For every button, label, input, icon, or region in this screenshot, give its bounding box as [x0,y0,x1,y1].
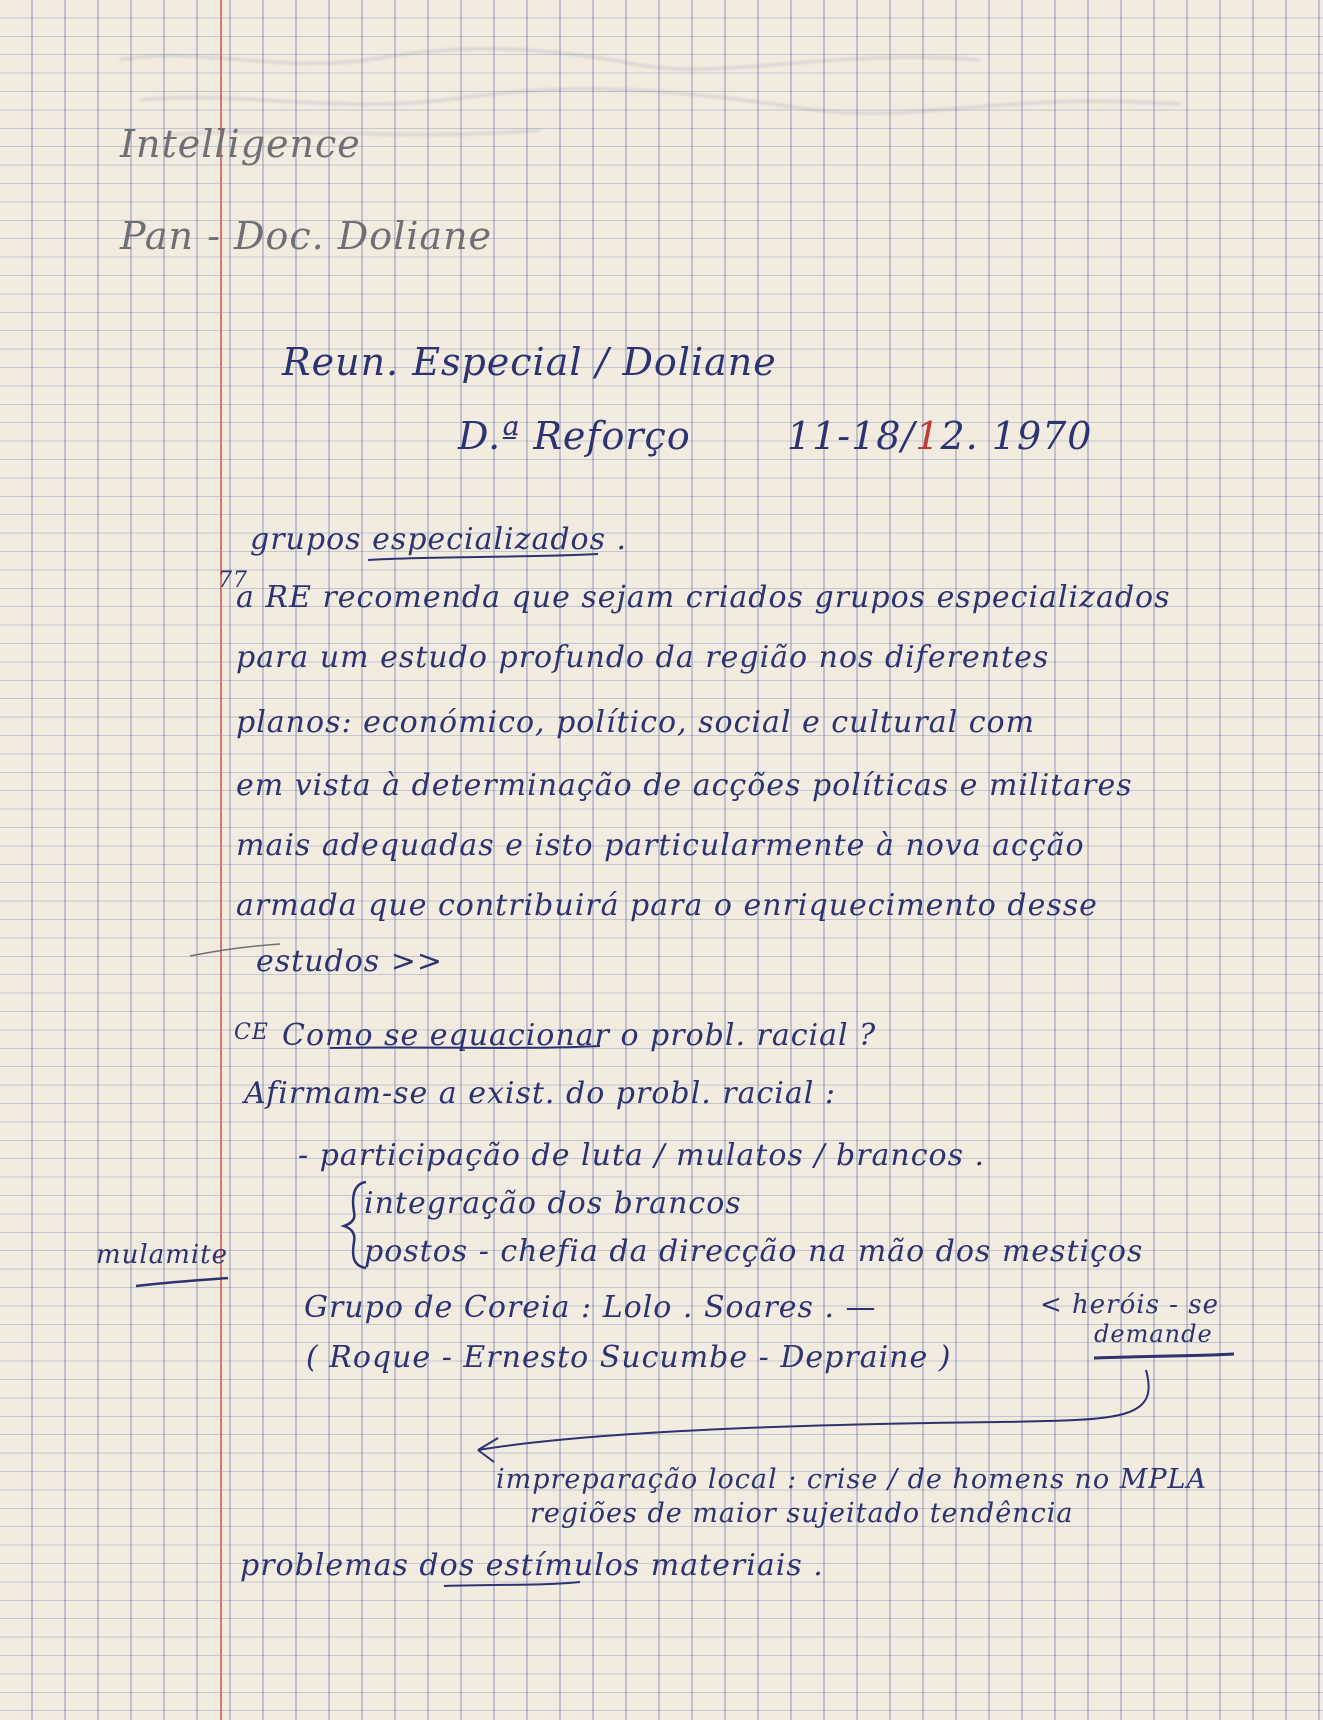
racial-item: postos - chefia da direcção na mão dos mestiços [364,1234,1144,1269]
underline-especializados [368,554,598,560]
paragraph1-line: planos: económico, político, social e cultural com [236,705,1036,740]
group-names: ( Roque - Ernesto Sucumbe - Depraine ) [306,1340,952,1375]
date-start: 11-18/ [786,414,916,458]
date-correction-red: 1 [915,414,941,458]
date-end: 2. 1970 [940,414,1093,458]
pencil-heading-line2: Pan - Doc. Doliane [120,214,493,258]
paragraph1-line: para um estudo profundo da região nos diferentes [236,640,1050,675]
paragraph1-heading: grupos especializados . [250,522,628,557]
reforco-label: D.ª Reforço [458,414,691,458]
underline-estimulos [444,1582,580,1586]
group-line: Grupo de Coreia : Lolo . Soares . — [304,1290,877,1325]
margin-stroke [190,944,280,956]
paragraph1-line: armada que contribuirá para o enriquecimento desse [236,888,1098,923]
document-title-line1: Reun. Especial / Doliane [282,340,777,384]
bottom-note-line2: regiões de maior sujeitado tendência [530,1498,1074,1529]
bottom-note-line3: problemas dos estímulos materiais . [240,1548,824,1583]
paragraph1-line: a RE recomenda que sejam criados grupos especializados [236,580,1171,615]
paragraph1-line: mais adequadas e isto particularmente à nova acção [236,828,1085,863]
racial-item: - participação de luta / mulatos / brancos . [298,1138,986,1173]
paragraph1-line: estudos >> [256,944,443,979]
bottom-note-line1: impreparação local : crise / de homens no MPLA [496,1464,1207,1495]
racial-item: integração dos brancos [364,1186,742,1221]
group-side-note: < heróis - se [1040,1290,1219,1320]
paragraph1-line: em vista à determinação de acções políticas e militares [236,768,1133,803]
pencil-heading-line1: Intelligence [120,122,361,166]
paragraph2-heading: Como se equacionar o probl. racial ? [282,1018,877,1053]
curved-arrow [478,1370,1149,1450]
brace [344,1182,366,1268]
paragraph2-marker: CE [234,1020,269,1045]
paragraph2-intro: Afirmam-se a exist. do probl. racial : [244,1076,837,1111]
paragraph1-marker: 77 [218,568,248,593]
group-side-note-under: demande [1094,1320,1213,1348]
margin-note: mulamite [96,1240,229,1270]
underline-group [1094,1354,1234,1358]
underline-margin-note [136,1278,228,1286]
underline-equacionar [330,1046,600,1048]
